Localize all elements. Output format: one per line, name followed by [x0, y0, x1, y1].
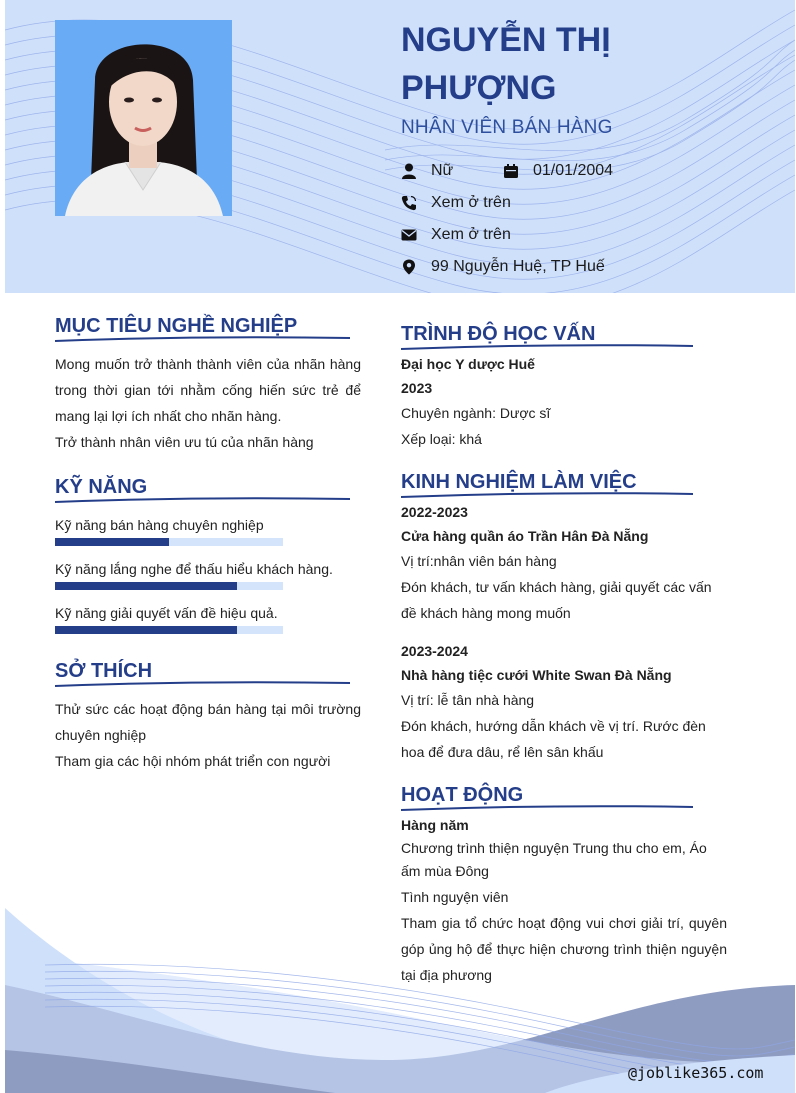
- skill-bar-fill: [55, 538, 169, 546]
- skill-bar: [55, 538, 283, 546]
- education-underline: [401, 343, 693, 351]
- activity-program: Chương trình thiện nguyện Trung thu cho em, Áo ấm mùa Đông: [401, 840, 707, 879]
- skill-bar: [55, 582, 283, 590]
- objective-title: MỤC TIÊU NGHỀ NGHIỆP: [55, 315, 298, 337]
- skill-label: Kỹ năng giải quyết vấn đề hiệu quả.: [55, 605, 278, 621]
- skill-bar-fill: [55, 582, 237, 590]
- hobbies-underline: [55, 680, 350, 688]
- education-major: Chuyên ngành: Dược sĩ: [401, 405, 551, 421]
- experience-underline: [401, 491, 693, 499]
- cv-header: [5, 0, 795, 293]
- skills-title: KỸ NĂNG: [55, 476, 148, 498]
- job-description: Đón khách, hướng dẫn khách về vị trí. Rước đèn hoa để đưa dâu, rể lên sân khấu: [401, 718, 706, 760]
- skill-label: Kỹ năng lắng nghe để thấu hiểu khách hàng.: [55, 561, 333, 577]
- objective-underline: [55, 335, 350, 343]
- education-year: 2023: [401, 380, 433, 396]
- job-position: Vị trí: lễ tân nhà hàng: [401, 692, 535, 708]
- job-title: NHÂN VIÊN BÁN HÀNG: [401, 117, 613, 138]
- activity-description: Tham gia tổ chức hoạt động vui chơi giải trí, quyên góp ủng hộ để thực hiện chương trình thiện nguyện tại địa phương: [401, 915, 727, 983]
- experience-title: KINH NGHIỆM LÀM VIỆC: [401, 471, 637, 493]
- education-grade: Xếp loại: khá: [401, 431, 482, 447]
- calendar-icon: [503, 163, 519, 179]
- objective-text-2: Trở thành nhân viên ưu tú của nhãn hàng: [55, 434, 314, 450]
- education-title: TRÌNH ĐỘ HỌC VẤN: [401, 323, 596, 345]
- profile-photo: [55, 20, 232, 216]
- watermark-text: @joblike365.com: [628, 1064, 764, 1082]
- skills-underline: [55, 496, 350, 504]
- hobbies-title: SỞ THÍCH: [55, 660, 153, 682]
- activity-role: Tình nguyện viên: [401, 889, 509, 905]
- candidate-name: NGUYỄN THỊ PHƯỢNG: [401, 21, 611, 107]
- email-value: Xem ở trên: [431, 226, 511, 243]
- hobbies-text-1: Thử sức các hoạt động bán hàng tại môi trường chuyên nghiệp: [55, 701, 361, 743]
- skill-bar-fill: [55, 626, 237, 634]
- skill-bar: [55, 626, 283, 634]
- activities-underline: [401, 804, 693, 812]
- gender-row: [401, 162, 453, 180]
- cv-page: [5, 0, 795, 1093]
- birthday-row: [503, 162, 613, 180]
- job-company: Cửa hàng quần áo Trần Hân Đà Nẵng: [401, 528, 649, 544]
- envelope-icon: [401, 227, 417, 243]
- gender-value: Nữ: [431, 162, 454, 179]
- skill-label: Kỹ năng bán hàng chuyên nghiệp: [55, 517, 264, 533]
- user-icon: [401, 163, 417, 179]
- objective-text-1: Mong muốn trở thành thành viên của nhãn hàng trong thời gian tới nhằm cống hiến sức trẻ để mang lại lợi ích nhất cho nhãn hàng.: [55, 356, 361, 424]
- phone-row: [401, 194, 511, 212]
- job-period: 2023-2024: [401, 643, 468, 659]
- activity-period: Hàng năm: [401, 817, 469, 833]
- job-period: 2022-2023: [401, 504, 468, 520]
- birthday-value: 01/01/2004: [533, 162, 614, 179]
- phone-icon: [401, 195, 417, 211]
- email-row: [401, 226, 511, 244]
- job-position: Vị trí:nhân viên bán hàng: [401, 553, 557, 569]
- education-school: Đại học Y dược Huế: [401, 356, 535, 372]
- activities-title: HOẠT ĐỘNG: [401, 784, 524, 806]
- map-pin-icon: [401, 259, 417, 275]
- phone-value: Xem ở trên: [431, 194, 511, 211]
- address-row: [401, 258, 605, 276]
- job-company: Nhà hàng tiệc cưới White Swan Đà Nẵng: [401, 667, 672, 683]
- job-description: Đón khách, tư vấn khách hàng, giải quyết các vấn đề khách hàng mong muốn: [401, 579, 712, 621]
- address-value: 99 Nguyễn Huệ, TP Huế: [431, 258, 605, 275]
- hobbies-text-2: Tham gia các hội nhóm phát triển con người: [55, 753, 331, 769]
